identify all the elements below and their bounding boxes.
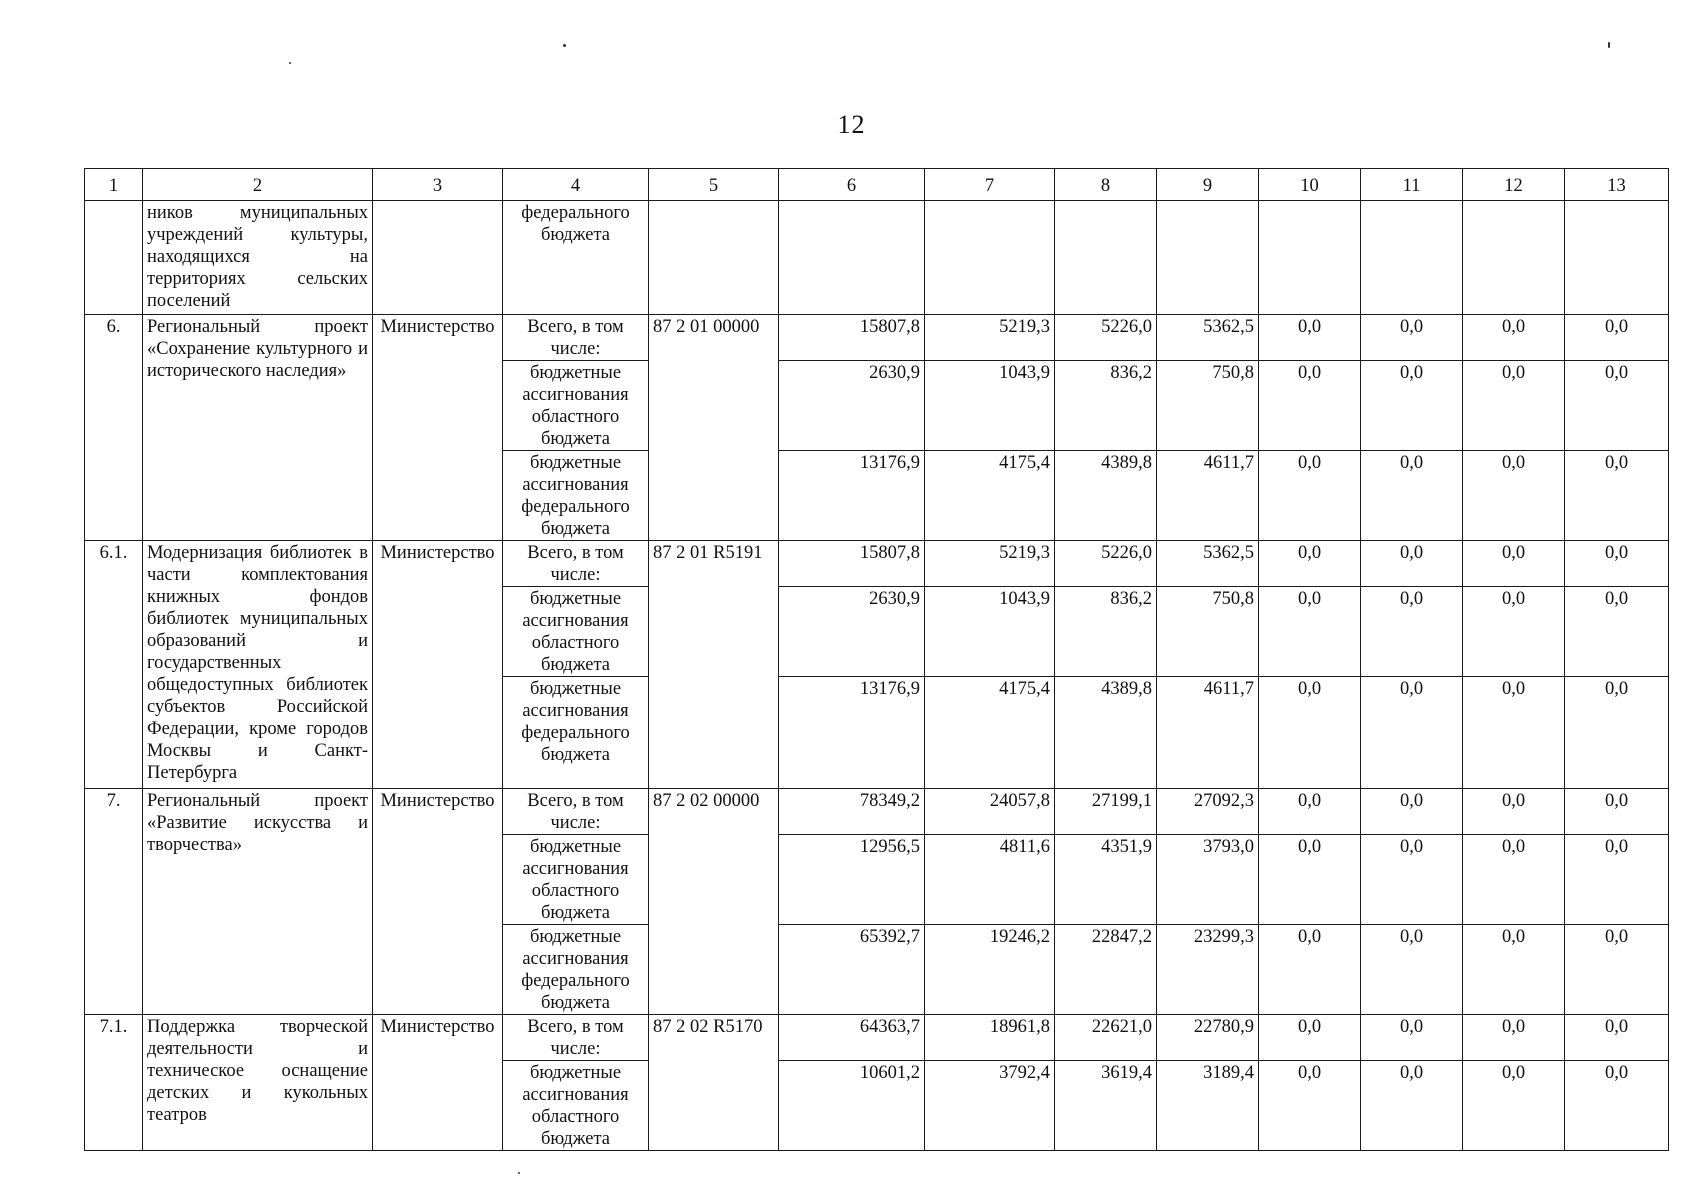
value-cell: 0,0 xyxy=(1565,315,1669,361)
value-cell: 0,0 xyxy=(1361,541,1463,587)
column-number-row xyxy=(85,169,1669,201)
column-header: 11 xyxy=(1361,169,1463,201)
value-cell: 5226,0 xyxy=(1055,541,1157,587)
value-cell: 0,0 xyxy=(1565,1015,1669,1061)
value-cell: 0,0 xyxy=(1565,1061,1669,1151)
value-cell xyxy=(1361,201,1463,315)
value-cell: 5362,5 xyxy=(1157,315,1259,361)
value-cell xyxy=(1259,201,1361,315)
value-cell: 23299,3 xyxy=(1157,925,1259,1015)
value-cell: 22780,9 xyxy=(1157,1015,1259,1061)
value-cell: 0,0 xyxy=(1361,1015,1463,1061)
scan-speck xyxy=(1608,42,1610,48)
value-cell: 10601,2 xyxy=(779,1061,925,1151)
value-cell: 0,0 xyxy=(1361,451,1463,541)
value-cell: 0,0 xyxy=(1565,451,1669,541)
value-cell: 1043,9 xyxy=(925,361,1055,451)
value-cell: 0,0 xyxy=(1259,789,1361,835)
value-cell: 4611,7 xyxy=(1157,451,1259,541)
value-cell: 0,0 xyxy=(1361,1061,1463,1151)
entry-row-total xyxy=(85,541,1669,587)
value-cell: 4175,4 xyxy=(925,451,1055,541)
value-cell: 4611,7 xyxy=(1157,677,1259,789)
value-cell: 3619,4 xyxy=(1055,1061,1157,1151)
column-header: 9 xyxy=(1157,169,1259,201)
value-cell: 5219,3 xyxy=(925,315,1055,361)
value-cell: 0,0 xyxy=(1259,1061,1361,1151)
value-cell: 5226,0 xyxy=(1055,315,1157,361)
value-cell: 78349,2 xyxy=(779,789,925,835)
source-cell: Всего, в том числе: xyxy=(503,315,649,361)
value-cell: 0,0 xyxy=(1361,361,1463,451)
entry-name: Региональный проект «Развитие искусства и творчества» xyxy=(143,789,373,1015)
value-cell: 0,0 xyxy=(1259,451,1361,541)
source-cell: бюджетные ассигнования областного бюджета xyxy=(503,361,649,451)
value-cell: 0,0 xyxy=(1259,541,1361,587)
source-cell: бюджетные ассигнования областного бюджета xyxy=(503,587,649,677)
value-cell: 3189,4 xyxy=(1157,1061,1259,1151)
value-cell: 0,0 xyxy=(1463,677,1565,789)
value-cell: 18961,8 xyxy=(925,1015,1055,1061)
value-cell: 2630,9 xyxy=(779,587,925,677)
value-cell: 24057,8 xyxy=(925,789,1055,835)
value-cell: 0,0 xyxy=(1463,835,1565,925)
value-cell: 4811,6 xyxy=(925,835,1055,925)
column-header: 3 xyxy=(373,169,503,201)
budget-table xyxy=(84,168,1669,1151)
entry-name: Поддержка творческой деятельности и техническое оснащение детских и кукольных театров xyxy=(143,1015,373,1151)
value-cell xyxy=(925,201,1055,315)
value-cell: 0,0 xyxy=(1361,789,1463,835)
column-header: 5 xyxy=(649,169,779,201)
value-cell: 15807,8 xyxy=(779,315,925,361)
value-cell: 0,0 xyxy=(1463,587,1565,677)
column-header: 6 xyxy=(779,169,925,201)
value-cell: 3792,4 xyxy=(925,1061,1055,1151)
value-cell xyxy=(1565,201,1669,315)
source-cell: Всего, в том числе: xyxy=(503,789,649,835)
value-cell xyxy=(1157,201,1259,315)
entry-code: 87 2 01 00000 xyxy=(649,315,779,541)
value-cell: 0,0 xyxy=(1565,587,1669,677)
value-cell: 22847,2 xyxy=(1055,925,1157,1015)
column-header: 1 xyxy=(85,169,143,201)
value-cell: 0,0 xyxy=(1463,925,1565,1015)
value-cell: 13176,9 xyxy=(779,677,925,789)
value-cell: 836,2 xyxy=(1055,361,1157,451)
cell-num xyxy=(85,201,143,315)
source-cell: бюджетные ассигнования федерального бюджета xyxy=(503,677,649,789)
value-cell: 5362,5 xyxy=(1157,541,1259,587)
entry-row-total xyxy=(85,315,1669,361)
entry-number: 6. xyxy=(85,315,143,541)
entry-executor: Министерство xyxy=(373,1015,503,1151)
value-cell: 3793,0 xyxy=(1157,835,1259,925)
value-cell: 0,0 xyxy=(1259,835,1361,925)
column-header: 13 xyxy=(1565,169,1669,201)
value-cell: 0,0 xyxy=(1259,925,1361,1015)
source-cell: бюджетные ассигнования федерального бюджета xyxy=(503,451,649,541)
scan-speck xyxy=(563,44,566,47)
value-cell: 836,2 xyxy=(1055,587,1157,677)
entry-executor: Министерство xyxy=(373,789,503,1015)
value-cell: 0,0 xyxy=(1463,789,1565,835)
value-cell: 27092,3 xyxy=(1157,789,1259,835)
value-cell: 0,0 xyxy=(1259,677,1361,789)
entry-executor: Министерство xyxy=(373,541,503,789)
entry-number: 7. xyxy=(85,789,143,1015)
value-cell: 0,0 xyxy=(1565,789,1669,835)
value-cell: 0,0 xyxy=(1259,587,1361,677)
source-cell: федерального бюджета xyxy=(503,201,649,315)
value-cell: 1043,9 xyxy=(925,587,1055,677)
value-cell: 0,0 xyxy=(1361,835,1463,925)
value-cell: 0,0 xyxy=(1463,541,1565,587)
value-cell: 0,0 xyxy=(1259,315,1361,361)
entry-row-total xyxy=(85,1015,1669,1061)
column-header: 12 xyxy=(1463,169,1565,201)
value-cell: 13176,9 xyxy=(779,451,925,541)
value-cell: 0,0 xyxy=(1565,361,1669,451)
column-header: 10 xyxy=(1259,169,1361,201)
source-cell: бюджетные ассигнования федерального бюджета xyxy=(503,925,649,1015)
value-cell: 0,0 xyxy=(1259,1015,1361,1061)
value-cell: 0,0 xyxy=(1259,361,1361,451)
entry-name: Модернизация библиотек в части комплектования книжных фондов библиотек муниципальных образований и государственных общедоступных библиотек субъектов Российской Федерации, кроме городов Москвы и Санкт-Петербурга xyxy=(143,541,373,789)
value-cell xyxy=(1463,201,1565,315)
source-cell: бюджетные ассигнования областного бюджета xyxy=(503,835,649,925)
column-header: 8 xyxy=(1055,169,1157,201)
value-cell: 15807,8 xyxy=(779,541,925,587)
entry-executor: Министерство xyxy=(373,315,503,541)
value-cell: 4351,9 xyxy=(1055,835,1157,925)
value-cell xyxy=(1055,201,1157,315)
value-cell: 0,0 xyxy=(1565,835,1669,925)
continued-row xyxy=(85,201,1669,315)
value-cell: 750,8 xyxy=(1157,587,1259,677)
value-cell: 0,0 xyxy=(1361,315,1463,361)
value-cell: 4389,8 xyxy=(1055,451,1157,541)
scan-speck xyxy=(289,62,291,64)
value-cell: 0,0 xyxy=(1463,1015,1565,1061)
value-cell: 0,0 xyxy=(1463,315,1565,361)
value-cell: 2630,9 xyxy=(779,361,925,451)
value-cell: 0,0 xyxy=(1463,361,1565,451)
entry-code: 87 2 02 00000 xyxy=(649,789,779,1015)
value-cell: 22621,0 xyxy=(1055,1015,1157,1061)
cell-executor xyxy=(373,201,503,315)
entry-number: 7.1. xyxy=(85,1015,143,1151)
value-cell: 0,0 xyxy=(1463,451,1565,541)
column-header: 4 xyxy=(503,169,649,201)
column-header: 7 xyxy=(925,169,1055,201)
value-cell: 27199,1 xyxy=(1055,789,1157,835)
source-cell: Всего, в том числе: xyxy=(503,1015,649,1061)
value-cell: 0,0 xyxy=(1463,1061,1565,1151)
entry-row-total xyxy=(85,789,1669,835)
value-cell: 12956,5 xyxy=(779,835,925,925)
cell-code xyxy=(649,201,779,315)
source-cell: Всего, в том числе: xyxy=(503,541,649,587)
value-cell: 0,0 xyxy=(1361,677,1463,789)
value-cell: 4175,4 xyxy=(925,677,1055,789)
source-cell: бюджетные ассигнования областного бюджета xyxy=(503,1061,649,1151)
value-cell: 0,0 xyxy=(1565,677,1669,789)
value-cell: 5219,3 xyxy=(925,541,1055,587)
page-number: 12 xyxy=(837,110,866,139)
entry-code: 87 2 02 R5170 xyxy=(649,1015,779,1151)
value-cell: 0,0 xyxy=(1565,541,1669,587)
entry-name: ников муниципальных учреждений культуры, находящихся на территориях сельских поселений xyxy=(143,201,373,315)
column-header: 2 xyxy=(143,169,373,201)
entry-code: 87 2 01 R5191 xyxy=(649,541,779,789)
value-cell: 19246,2 xyxy=(925,925,1055,1015)
value-cell xyxy=(779,201,925,315)
value-cell: 65392,7 xyxy=(779,925,925,1015)
value-cell: 750,8 xyxy=(1157,361,1259,451)
value-cell: 0,0 xyxy=(1361,925,1463,1015)
value-cell: 0,0 xyxy=(1361,587,1463,677)
value-cell: 64363,7 xyxy=(779,1015,925,1061)
value-cell: 0,0 xyxy=(1565,925,1669,1015)
value-cell: 4389,8 xyxy=(1055,677,1157,789)
scan-speck xyxy=(518,1172,520,1174)
entry-number: 6.1. xyxy=(85,541,143,789)
entry-name: Региональный проект «Сохранение культурного и исторического наследия» xyxy=(143,315,373,541)
